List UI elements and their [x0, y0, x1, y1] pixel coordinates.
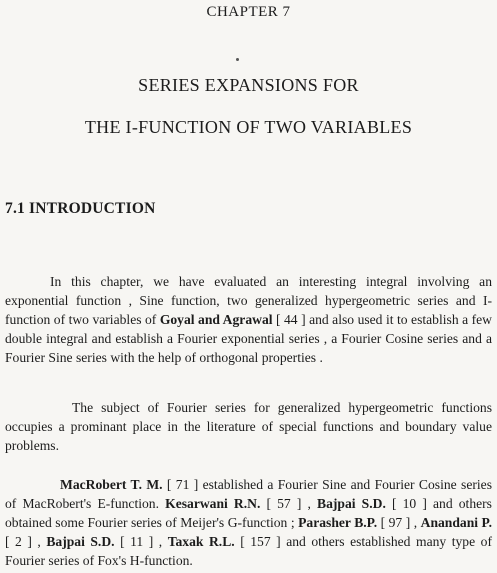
- author-kesarwani: Kesarwani R.N.: [165, 496, 261, 511]
- scan-speck: [236, 58, 239, 61]
- paragraph-1-text-a: In this chapter, we have evaluated an interesting integral involving an exponential function , Sine function, two generalized hypergeometric series and I-function of two variables of: [5, 274, 492, 327]
- chapter-heading: CHAPTER 7: [206, 4, 291, 20]
- paragraph-3-text-a: [ 71 ] established a Fourier Sine and Fourier Cosine series of MacRobert's E-function.: [5, 477, 492, 511]
- paragraph-1-author: Goyal and Agrawal: [159, 312, 273, 327]
- paragraph-3-text-d: [ 97 ] ,: [377, 515, 421, 530]
- paragraph-3: [5, 475, 492, 570]
- author-parasher: Parasher B.P.: [298, 515, 378, 530]
- author-bajpai-2: Bajpai S.D.: [46, 534, 115, 549]
- author-taxak: Taxak R.L.: [167, 534, 235, 549]
- paragraph-3-text-c: [ 10 ] and others obtained some Fourier series of Meijer's G-function ;: [5, 496, 492, 530]
- author-macrobert: MacRobert T. M.: [60, 477, 163, 492]
- author-bajpai-1: Bajpai S.D.: [317, 496, 386, 511]
- title-line-2: THE I-FUNCTION OF TWO VARIABLES: [84, 117, 413, 137]
- paragraph-3-text-e: [ 2 ] ,: [5, 534, 47, 549]
- author-anandani: Anandani P.: [420, 515, 492, 530]
- paragraph-3-text-b: [ 57 ] ,: [260, 496, 318, 511]
- paragraph-3-text-g: [ 157 ] and others established many type of Fourier series of Fox's H-function.: [5, 534, 492, 568]
- paragraph-1-text-b: [ 44 ] and also used it to establish a few double integral and establish a Fourier exponential series , a Fourier Cosine series and a Fourier Sine series with the help of orthogonal properties .: [5, 312, 492, 365]
- paragraph-3-text-f: [ 11 ] ,: [114, 534, 168, 549]
- paragraph-2: The subject of Fourier series for generalized hypergeometric functions occupies a prominant place in the literature of special functions and boundary value problems.: [5, 400, 492, 453]
- paragraph-1: [5, 272, 492, 367]
- title-line-1: SERIES EXPANSIONS FOR: [138, 75, 359, 95]
- section-heading: 7.1 INTRODUCTION: [5, 200, 156, 217]
